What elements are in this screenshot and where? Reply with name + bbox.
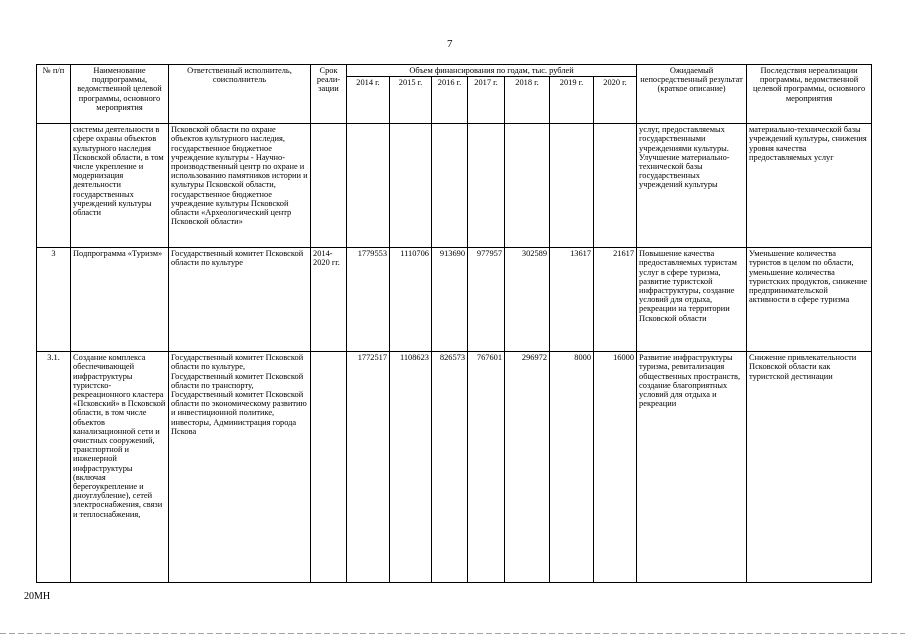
program-table [36,64,872,583]
row-executor: Псковской области по охране объектов культурного наследия, государственное бюджетное учреждение культуры - Научно-производственный центр по охране и использованию памятников истории и культуры Псковской области, государственное бюджетное учреждение культуры Псковской области «Археологический центр Псковской области» [169,124,311,248]
header-year: 2014 г. [347,77,390,124]
row-value [594,124,637,248]
row-value [550,124,594,248]
row-value: 302589 [505,248,550,352]
footer-code: 20МН [24,591,51,602]
row-result: Развитие инфраструктуры туризма, ревитализация общественных пространств, создание благоприятных условий для отдыха и рекреации [637,352,747,583]
header-name: Наименование подпрограммы, ведомственной целевой программы, основного мероприятия [71,65,169,124]
row-name: Подпрограмма «Туризм» [71,248,169,352]
row-name: Создание комплекса обеспечивающей инфраструктуры туристско-рекреационного кластера «Псковский» в Псковской области, в том числе объектов канализационной сети и очистных сооружений, транспортной и инженерной инфраструктуры (включая берегоукрепление и дноуглубление), сетей электроснабжения, связи и теплоснабжения, [71,352,169,583]
row-consequences: Снижение привлекательности Псковской области как туристской дестинации [747,352,872,583]
header-year: 2017 г. [468,77,505,124]
row-value [432,124,468,248]
row-term: 2014-2020 гг. [311,248,347,352]
row-value: 21617 [594,248,637,352]
row-consequences: материально-технической базы учреждений культуры, снижения уровня качества предоставляемых услуг [747,124,872,248]
table-row [37,352,872,583]
row-value: 296972 [505,352,550,583]
row-value [468,124,505,248]
row-value [390,124,432,248]
header-no: № п/п [37,65,71,124]
row-value: 1108623 [390,352,432,583]
header-row-top [37,65,872,77]
row-value: 977957 [468,248,505,352]
row-value [505,124,550,248]
row-no [37,124,71,248]
row-result: услуг, предоставляемых государственными учреждениями культуры. Улучшение материально-технической базы государственных учреждений культуры [637,124,747,248]
row-value: 1779553 [347,248,390,352]
header-result: Ожидаемый непосредственный результат (краткое описание) [637,65,747,124]
table-row [37,124,872,248]
table-row [37,248,872,352]
row-term [311,352,347,583]
row-consequences: Уменьшение количества туристов в целом по области, уменьшение количества туристских продуктов, снижение предпринимательской активности в сфере туризма [747,248,872,352]
row-term [311,124,347,248]
row-value: 1110706 [390,248,432,352]
page-number: 7 [447,38,453,50]
header-year: 2016 г. [432,77,468,124]
header-funding: Объем финансирования по годам, тыс. рублей [347,65,637,77]
row-value: 767601 [468,352,505,583]
row-value: 13617 [550,248,594,352]
row-value: 8000 [550,352,594,583]
header-consequences: Последствия нереализации программы, ведомственной целевой программы, основного мероприятия [747,65,872,124]
header-year: 2019 г. [550,77,594,124]
header-year: 2020 г. [594,77,637,124]
row-value: 826573 [432,352,468,583]
row-value [347,124,390,248]
header-year: 2015 г. [390,77,432,124]
header-year: 2018 г. [505,77,550,124]
row-executor: Государственный комитет Псковской области по культуре [169,248,311,352]
row-name: системы деятельности в сфере охраны объектов культурного наследия Псковской области, в том числе укрепление и модернизация деятельности государственных учреждений культуры области [71,124,169,248]
row-executor: Государственный комитет Псковской области по культуре, Государственный комитет Псковской области по транспорту, Государственный комитет Псковской области по экономическому развитию и инвестиционной политике, инвесторы, Администрация города Пскова [169,352,311,583]
row-value: 1772517 [347,352,390,583]
scan-edge-line [0,633,905,634]
row-result: Повышение качества предоставляемых туристам услуг в сфере туризма, развитие туристской инфраструктуры, создание условий для отдыха, рекреации на территории Псковской области [637,248,747,352]
row-value: 16000 [594,352,637,583]
header-executor: Ответственный исполнитель, соисполнитель [169,65,311,124]
header-term: Срок реали-зации [311,65,347,124]
row-no: 3.1. [37,352,71,583]
row-no: 3 [37,248,71,352]
row-value: 913690 [432,248,468,352]
